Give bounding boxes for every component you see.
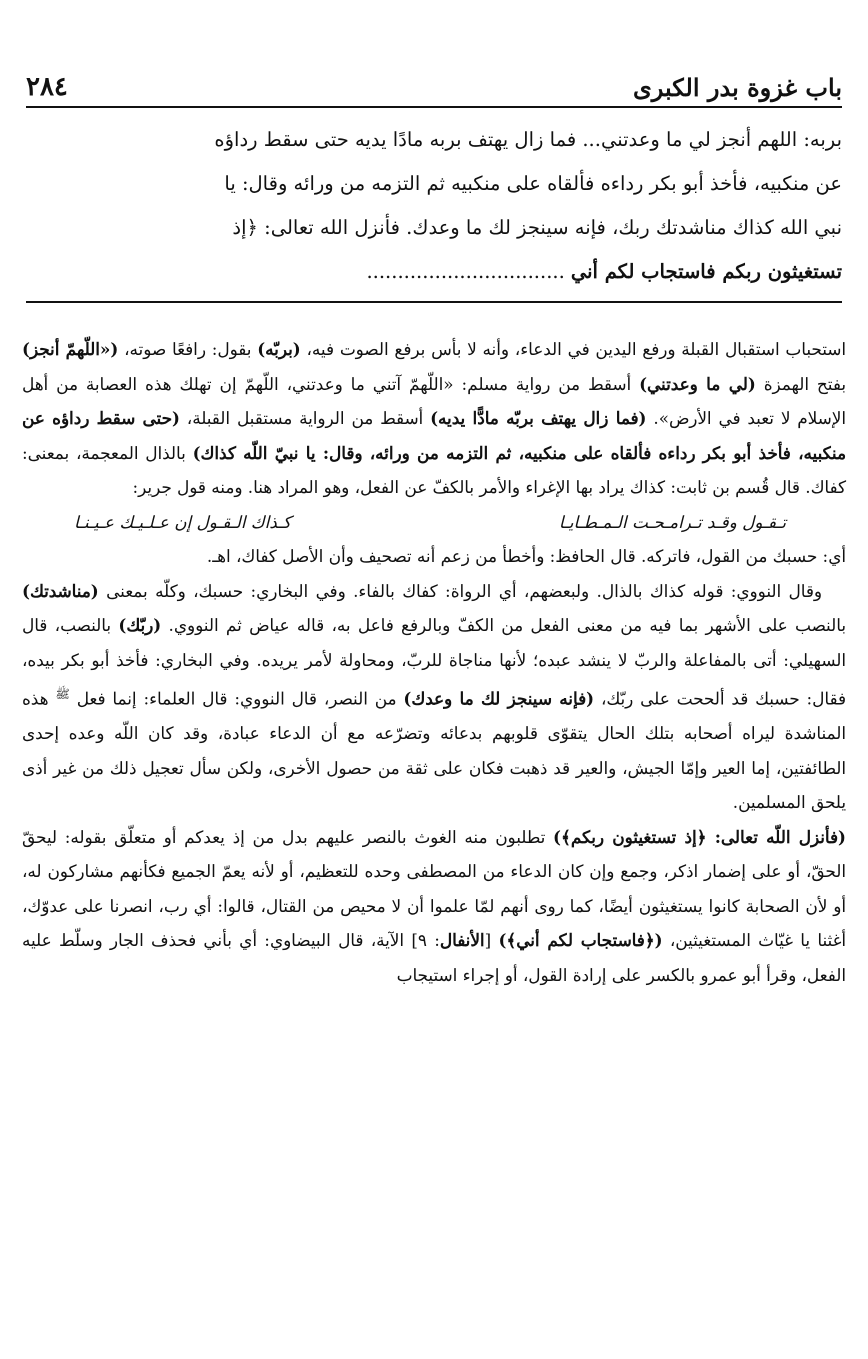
- bold-quote: (فأنزل اللّه تعالى: ﴿إذ تستغيثون ربكم﴾): [553, 826, 846, 847]
- text-run: بالنصب، قال السهيلي: أتى بالمفاعلة والربّ لا ينشد عبده؛ لأنها مناجاة للربّ، ومحاولة لأمر يريده. وفي البخاري: فأخذ أبو بكر بيده، فقال: حسبك قد ألححت على ربّك،: [22, 615, 847, 709]
- text-run: أسقط من رواية مسلم: «اللّهمّ آتني ما وعدتني، اللّهمّ إن تهلك هذه العصابة من أهل الإسلام لا تعبد في الأرض».: [22, 373, 846, 428]
- hadith-line-last: [26, 250, 842, 294]
- commentary-paragraph: [22, 539, 846, 574]
- text-run: وقال النووي: قوله كذاك بالذال. ولبعضهم، أي الرواة: كفاك بالفاء. وفي البخاري: حسبك، وكلّه بمعنى: [98, 580, 822, 601]
- chapter-title: باب غزوة بدر الكبرى: [633, 73, 842, 102]
- bold-quote: («اللّهمّ أنجز): [22, 339, 119, 359]
- text-run: بالنصب على الأشهر بما فيه من معنى الفعل من الكفّ وبالرفع فاعل به، قاله عياض ثم النووي.: [161, 615, 847, 635]
- hadith-quran-fragment: تستغيثون ربكم فاستجاب لكم أني: [570, 260, 842, 283]
- page-header: [26, 52, 842, 108]
- text-run: [: [484, 930, 499, 951]
- bold-quote: (حتى سقط رداؤه عن منكبيه، فأخذ أبو بكر رداءه فألقاه على منكبيه، ثم التزمه من ورائه، وقال: يا نبيّ اللّه كذاك): [22, 408, 846, 463]
- text-run: من النصر، قال النووي: قال العلماء: إنما فعل: [69, 688, 404, 709]
- text-run: استحباب استقبال القبلة ورفع اليدين في الدعاء، وأنه لا بأس برفع الصوت فيه،: [300, 339, 846, 359]
- text-run: هذه المناشدة ليراه أصحابه بتلك الحال يتقوّى قلوبهم بدعائه وتضرّعه مع أن الدعاء عبادة، وقد كان اللّه وعده إحدى الطائفتين، إما العير وإمّا الجيش، والعير قد ذهبت فكان على ثقة من حصول الأخرى، ولكن سأل تعجيل ذلك من غير أذى يلحق المسلمين.: [22, 688, 846, 813]
- commentary-paragraph: [22, 332, 846, 505]
- text-run: بالذال المعجمة، بمعنى: كفاك. قال قُسم بن ثابت: كذاك يراد بها الإغراء والأمر بالكفّ عن الفعل، وهو المراد هنا. ومنه قول جرير:: [22, 442, 846, 497]
- bold-quote: (مناشدتك): [22, 580, 99, 601]
- section-divider: [26, 301, 842, 303]
- poetry-verse: [22, 505, 846, 540]
- bold-quote: (لي ما وعدتني): [639, 373, 756, 394]
- verse-hemistich-second: كـذاك الـقـول إن عـلـيـك عـيـنـا: [74, 511, 292, 532]
- bold-quote: (فما زال يهتف بربّه مادًّا يديه): [430, 408, 647, 428]
- bold-quote: (﴿فاستجاب لكم أني﴾): [498, 930, 663, 951]
- hadith-line: بربه: اللهم أنجز لي ما وعدتني... فما زال يهتف بربه مادًا يديه حتى سقط رداؤه: [214, 128, 842, 151]
- text-run: أسقط من الرواية مستقبل القبلة،: [179, 408, 431, 428]
- hadith-line: عن منكبيه، فأخذ أبو بكر رداءه فألقاه على منكبيه ثم التزمه من ورائه وقال: يا: [224, 172, 842, 195]
- pbuh-ligature: ﷺ: [55, 687, 70, 701]
- text-run: أي: حسبك من القول، فاتركه. قال الحافظ: وأخطأ من زعم أنه تصحيف وأن الأصل كفاك، اهـ.: [206, 546, 846, 566]
- hadith-line: نبي الله كذاك مناشدتك ربك، فإنه سينجز لك ما وعدك. فأنزل الله تعالى: ﴿إذ: [232, 216, 842, 239]
- commentary-text: [22, 332, 846, 992]
- verse-hemistich-first: تـقـول وقـد تـرامـحـت الـمـطـايـا: [558, 511, 786, 532]
- page-number: ٢٨٤: [26, 72, 68, 102]
- bold-quote: الأنفال: [439, 930, 485, 951]
- ellipsis-dots: ................................: [366, 260, 565, 283]
- text-run: تطلبون منه الغوث بالنصر عليهم بدل من إذ يعدكم أو متعلّق بقوله: ليحقّ الحقّ، أو على إضمار اذكر، وجمع وإن كان الدعاء من المصطفى وحده للتعظيم، أو لأنه يعمّ الجميع فكأنهم مشاركون له، أو لأن الصحابة كانوا يستغيثون أيضًا، كما روى أنهم لمّا علموا أن لا محيص من القتال، قالوا: أي رب، انصرنا على عدوّك، أغثنا يا غيّاث المستغيثين،: [22, 826, 847, 951]
- text-run: بفتح الهمزة: [755, 373, 846, 394]
- bold-quote: (ربّك): [118, 615, 162, 635]
- commentary-paragraph: [22, 574, 846, 820]
- text-run: : ٩] الآية، قال البيضاوي: أي بأني فحذف الجار وسلّط عليه الفعل، وقرأ أبو عمرو بالكسر على إرادة القول، أو إجراء استيجاب: [22, 930, 846, 985]
- hadith-text: [26, 118, 842, 294]
- commentary-paragraph: [22, 820, 846, 993]
- text-run: بقول: رافعًا صوته،: [118, 339, 258, 359]
- bold-quote: (بربّه): [257, 339, 301, 359]
- bold-quote: (فإنه سينجز لك ما وعدك): [403, 688, 595, 709]
